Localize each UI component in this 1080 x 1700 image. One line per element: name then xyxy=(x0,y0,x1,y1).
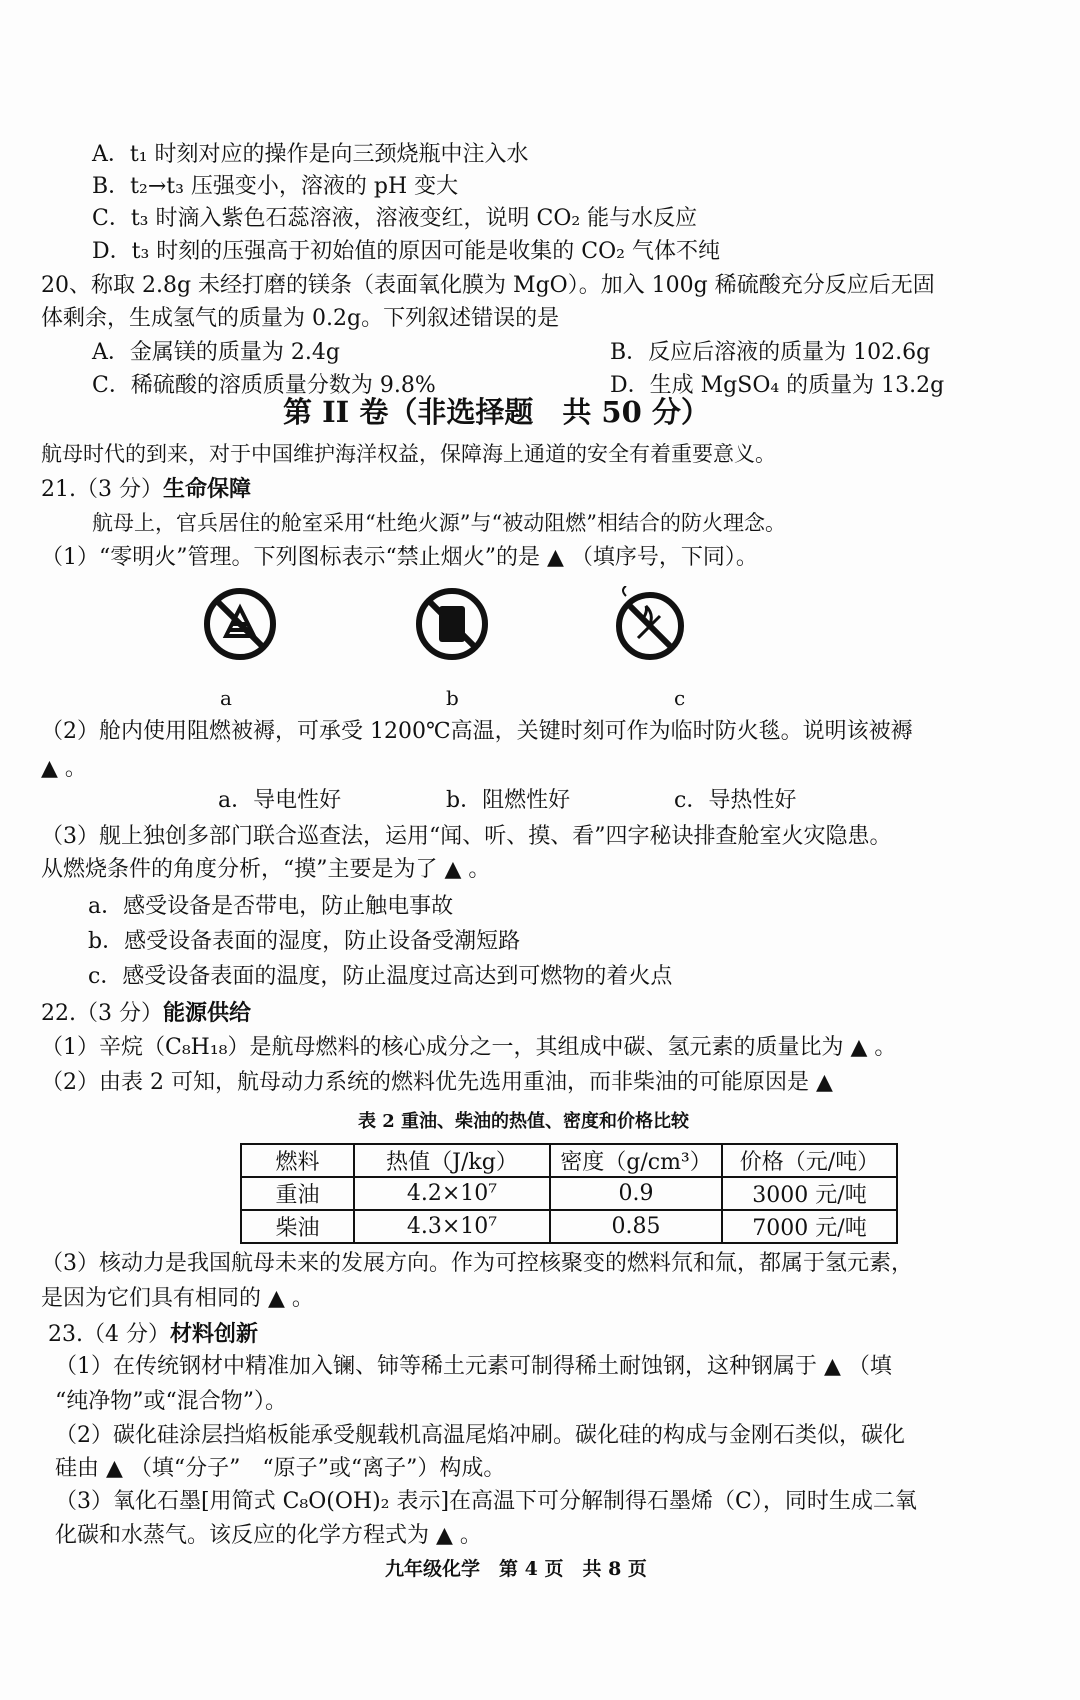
header-cell: 价格（元/吨） xyxy=(722,1144,897,1177)
q22-part2: （2）由表 2 可知，航母动力系统的燃料优先选用重油，而非柴油的可能原因是 ▲ xyxy=(41,1070,833,1095)
table-row xyxy=(241,1177,897,1210)
q21-part3-option-b: b．感受设备表面的湿度，防止设备受潮短路 xyxy=(88,929,521,954)
q22-heading xyxy=(41,999,251,1028)
q21-part2-option-b: b．阻燃性好 xyxy=(446,788,571,813)
q20-stem-line1: 20、称取 2.8g 未经打磨的镁条（表面氧化膜为 MgO）。加入 100g 稀硫酸充分反应后无固 xyxy=(41,273,935,298)
q21-part1: （1）“零明火”管理。下列图标表示“禁止烟火”的是 ▲ （填序号，下同）。 xyxy=(41,545,758,570)
header-cell: 热值（J/kg） xyxy=(354,1144,550,1177)
table-cell: 0.85 xyxy=(550,1210,722,1243)
section-title: 第 II 卷（非选择题 共 50 分） xyxy=(283,395,710,429)
icon-label-b: b xyxy=(446,686,459,710)
q21-part3-option-a: a．感受设备是否带电，防止触电事故 xyxy=(88,894,454,919)
q21-topic: 生命保障 xyxy=(162,476,251,502)
q21-part2-line2: ▲ 。 xyxy=(41,756,87,781)
q21-number: 21.（3 分） xyxy=(41,477,163,502)
q22-part3-line1: （3）核动力是我国航母未来的发展方向。作为可控核聚变的燃料氘和氚，都属于氢元素， xyxy=(41,1251,914,1276)
q19-option-d: D．t₃ 时刻的压强高于初始值的原因可能是收集的 CO₂ 气体不纯 xyxy=(92,239,720,264)
table-cell: 3000 元/吨 xyxy=(722,1177,897,1210)
q23-part3-line1: （3）氧化石墨[用简式 C₈O(OH)₂ 表示]在高温下可分解制得石墨烯（C），同时生成二氧 xyxy=(55,1489,917,1514)
q21-part3-line1: （3）舰上独创多部门联合巡查法，运用“闻、听、摸、看”四字秘诀排查舱室火灾隐患。 xyxy=(41,824,892,849)
table-cell: 重油 xyxy=(241,1177,354,1210)
no-smoking-fire-icon xyxy=(612,586,688,662)
q23-part2-line2: 硅由 ▲ （填“分子” “原子”或“离子”）构成。 xyxy=(55,1456,506,1481)
icon-label-a: a xyxy=(220,686,232,710)
table-cell: 柴油 xyxy=(241,1210,354,1243)
q22-part3-line2: 是因为它们具有相同的 ▲ 。 xyxy=(41,1286,314,1311)
table-row xyxy=(241,1210,897,1243)
q20-stem-line2: 体剩余，生成氢气的质量为 0.2g。下列叙述错误的是 xyxy=(41,306,560,331)
no-burning-materials-icon xyxy=(202,586,278,662)
q23-part3-line2: 化碳和水蒸气。该反应的化学方程式为 ▲ 。 xyxy=(55,1523,482,1548)
q23-part1-line1: （1）在传统钢材中精准加入镧、铈等稀土元素可制得稀土耐蚀钢，这种钢属于 ▲ （填 xyxy=(55,1354,892,1379)
table-caption: 表 2 重油、柴油的热值、密度和价格比较 xyxy=(358,1111,690,1132)
q23-heading xyxy=(48,1320,258,1349)
icon-label-c: c xyxy=(674,686,686,710)
q20-option-c: C．稀硫酸的溶质质量分数为 9.8% xyxy=(92,373,436,398)
table-header-row xyxy=(241,1144,897,1177)
table-cell: 0.9 xyxy=(550,1177,722,1210)
q21-part2-option-a: a．导电性好 xyxy=(218,788,342,813)
q19-option-a: A．t₁ 时刻对应的操作是向三颈烧瓶中注入水 xyxy=(92,142,529,167)
table-cell: 7000 元/吨 xyxy=(722,1210,897,1243)
q21-part3-option-c: c．感受设备表面的温度，防止温度过高达到可燃物的着火点 xyxy=(88,964,673,989)
q19-option-b: B．t₂→t₃ 压强变小，溶液的 pH 变大 xyxy=(92,174,459,199)
q23-part2-line1: （2）碳化硅涂层挡焰板能承受舰载机高温尾焰冲刷。碳化硅的构成与金刚石类似，碳化 xyxy=(55,1423,905,1448)
q22-topic: 能源供给 xyxy=(162,1000,251,1026)
q23-number: 23.（4 分） xyxy=(48,1322,170,1347)
page-footer: 九年级化学 第 4 页 共 8 页 xyxy=(385,1558,647,1580)
q21-part2-option-c: c．导热性好 xyxy=(674,788,797,813)
table-cell: 4.2×10⁷ xyxy=(354,1177,550,1210)
q20-option-d: D．生成 MgSO₄ 的质量为 13.2g xyxy=(610,373,945,398)
fuel-comparison-table xyxy=(240,1143,898,1244)
q20-option-b: B．反应后溶液的质量为 102.6g xyxy=(610,340,931,365)
q21-part2-line1: （2）舱内使用阻燃被褥，可承受 1200℃高温，关键时刻可作为临时防火毯。说明该被褥 xyxy=(41,719,913,744)
q21-heading xyxy=(41,475,251,504)
q22-part1: （1）辛烷（C₈H₁₈）是航母燃料的核心成分之一，其组成中碳、氢元素的质量比为 ▲ 。 xyxy=(41,1035,897,1060)
q19-option-c: C．t₃ 时滴入紫色石蕊溶液，溶液变红，说明 CO₂ 能与水反应 xyxy=(92,206,698,231)
table-cell: 4.3×10⁷ xyxy=(354,1210,550,1243)
q21-text: 航母上，官兵居住的舱室采用“杜绝火源”与“被动阻燃”相结合的防火理念。 xyxy=(92,511,786,535)
q20-option-a: A．金属镁的质量为 2.4g xyxy=(92,340,340,365)
q23-part1-line2: “纯净物”或“混合物”）。 xyxy=(55,1389,287,1414)
q21-part3-line2: 从燃烧条件的角度分析，“摸”主要是为了 ▲ 。 xyxy=(41,857,491,882)
q23-topic: 材料创新 xyxy=(169,1321,258,1347)
header-cell: 燃料 xyxy=(241,1144,354,1177)
header-cell: 密度（g/cm³） xyxy=(550,1144,722,1177)
q22-number: 22.（3 分） xyxy=(41,1001,163,1026)
no-fuel-drum-icon xyxy=(414,586,490,662)
section-intro: 航母时代的到来，对于中国维护海洋权益，保障海上通道的安全有着重要意义。 xyxy=(41,442,776,466)
